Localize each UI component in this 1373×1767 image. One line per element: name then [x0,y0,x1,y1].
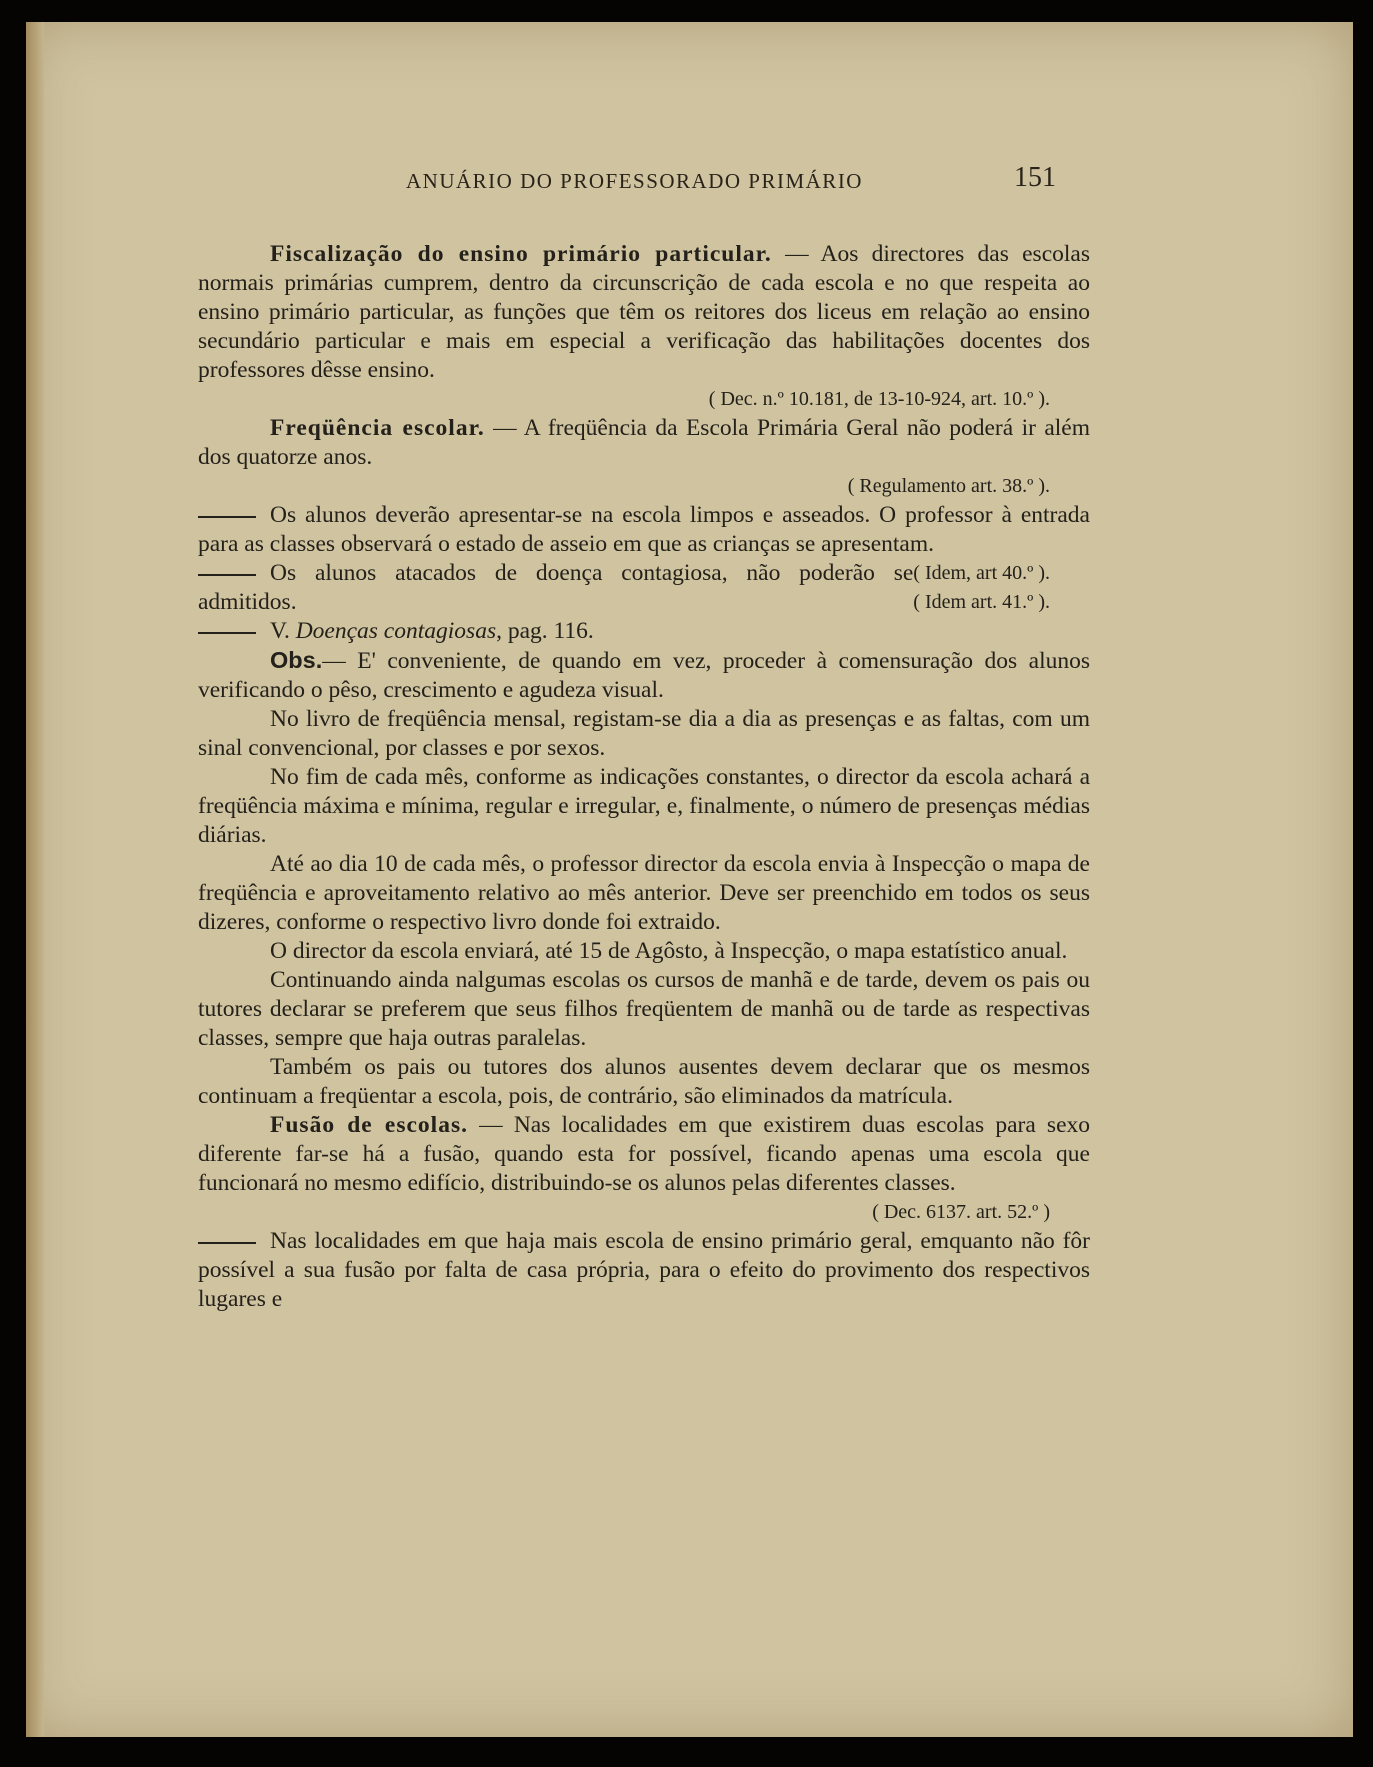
paragraph: No fim de cada mês, conforme as indicações constantes, o director da escola achará a freqüência máxima e mínima, regular e irregular, e, finalmente, o número de presenças médias diárias. [198,764,1090,848]
section-heading-fiscalizacao: Fiscalização do ensino primário particular. [270,241,772,267]
paragraph: Continuando ainda nalgumas escolas os cursos de manhã e de tarde, devem os pais ou tutores declarar se preferem que seus filhos freqüentem de manhã ou de tarde as respectivas classes, sempre que haja outras paralelas. [198,967,1090,1051]
dash-rule [198,516,256,518]
page-body [198,240,1090,1314]
section-heading-frequencia: Freqüência escolar. [270,415,485,441]
citation: ( Idem art. 41.º ). [913,591,1050,613]
dash-rule [198,574,256,576]
citation: ( Idem, art 40.º ). [913,562,1050,584]
paragraph: O director da escola enviará, até 15 de Agôsto, à Inspecção, o mapa estatístico anual. [270,938,1068,964]
paragraph: No livro de freqüência mensal, registam-se dia a dia as presenças e as faltas, com um sinal convencional, por classes e por sexos. [198,706,1090,761]
section-heading-fusao: Fusão de escolas. [270,1112,468,1138]
page-number: 151 [1014,162,1056,193]
paragraph-text: Os alunos atacados de doença contagiosa, não poderão se admitidos. [198,560,914,615]
reference-title: Doenças contagiosas [295,618,497,644]
reference-prefix: V. [270,618,296,644]
paragraph-text: — A freqüência da Escola Primária Geral não poderá ir além dos quatorze anos. [198,415,1090,470]
paragraph-fusao [198,1111,1090,1198]
citation: ( Dec. 6137. art. 52.º ) [872,1201,1050,1223]
paragraph-text: — E' conveniente, de quando em vez, proceder à comensuração dos alunos verificando o pêso, crescimento e agudeza visual. [198,648,1090,703]
paragraph: Até ao dia 10 de cada mês, o professor director da escola envia à Inspecção o mapa de freqüência e aproveitamento relativo ao mês anterior. Deve ser preenchido em todos os seus dizeres, conforme o respectivo livro donde foi extraido. [198,851,1090,935]
paragraph-text: — Nas localidades em que existirem duas escolas para sexo diferente far-se há a fusão, quando esta for possível, ficando apenas uma escola que funcionará no mesmo edifício, distribuindo-se os alunos pelas diferentes classes. [198,1112,1091,1196]
paragraph-text: — Aos directores das escolas normais primárias cumprem, dentro da circunscrição de cada escola e no que respeita ao ensino primário particular, as funções que têm os reitores dos liceus em relação ao ensino secundário particular e mais em especial a verificação das habilitações docentes dos professores dêsse ensino. [198,241,1090,383]
paragraph: Também os pais ou tutores dos alunos ausentes devem declarar que os mesmos continuam a freqüentar a escola, pois, de contrário, são eliminados da matrícula. [198,1054,1090,1109]
paragraph-obs [198,646,1090,705]
book-page [26,22,1353,1737]
paragraph-fiscalizacao [198,240,1090,385]
page-header [26,159,1353,199]
page-gutter [26,22,44,1737]
paragraph-text: Nas localidades em que haja mais escola de ensino primário geral, emquanto não fôr possível a sua fusão por falta de casa própria, para o efeito do provimento dos respectivos lugares e [198,1228,1090,1312]
reference-suffix: , pag. 116. [496,618,594,644]
paragraph-text: Os alunos deverão apresentar-se na escola limpos e asseados. O professor à entrada para as classes observará o estado de asseio em que as crianças se apresentam. [198,502,1090,557]
running-title: ANUÁRIO DO PROFESSORADO PRIMÁRIO [406,169,863,193]
list-item-fusao [198,1227,1090,1314]
paragraph-frequencia [198,414,1090,472]
obs-label: Obs. [270,647,323,673]
citation: ( Regulamento art. 38.º ). [847,475,1050,497]
dash-rule [198,1242,256,1244]
dash-rule [198,632,256,634]
list-item-referencia [198,617,1090,646]
citation: ( Dec. n.º 10.181, de 13-10-924, art. 10.º ). [708,388,1050,410]
list-item-asseio [198,501,1090,584]
